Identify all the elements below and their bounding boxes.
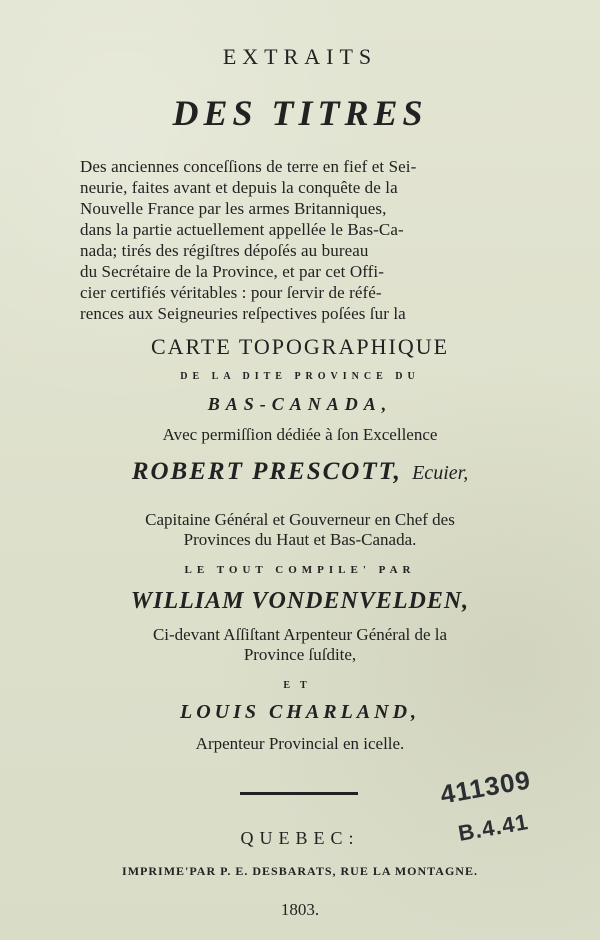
intro-line: cier certifiés véritables : pour ſervir de réfé- xyxy=(80,283,382,302)
permission-line: Avec permiſſion dédiée à ſon Excellence xyxy=(162,425,438,444)
robert-name: ROBERT PRESCOTT, xyxy=(131,458,402,485)
captain-line-2: Provinces du Haut et Bas-Canada. xyxy=(183,530,417,549)
et-line: ET xyxy=(283,680,317,691)
handwritten-note-2: B.4.41 xyxy=(456,809,531,846)
title-line-1: EXTRAITS xyxy=(222,44,378,69)
carte-topographique: CARTE TOPOGRAPHIQUE xyxy=(150,334,450,359)
intro-line: Des anciennes conceſſions de terre en fief et Sei- xyxy=(80,157,417,176)
handwritten-note-1: 411309 xyxy=(438,764,534,810)
assistant-line-2: Province ſuſdite, xyxy=(243,645,357,664)
title-line-2: DES TITRES xyxy=(172,93,428,133)
city-line: QUEBEC: xyxy=(240,828,360,848)
bas-canada: BAS-CANADA, xyxy=(207,394,393,414)
arpenteur-line: Arpenteur Provincial en icelle. xyxy=(195,734,405,753)
year-line: 1803. xyxy=(280,900,320,919)
divider-rule xyxy=(240,792,358,795)
compiled-line: LE TOUT COMPILE' PAR xyxy=(184,564,416,576)
robert-title: Ecuier, xyxy=(412,462,469,484)
intro-line: nada; tirés des régiſtres dépoſés au bureau xyxy=(80,241,369,260)
intro-line: rences aux Seigneuries reſpectives poſées ſur la xyxy=(80,304,406,323)
printer-line: IMPRIME'PAR P. E. DESBARATS, RUE LA MONTAGNE. xyxy=(122,864,478,878)
intro-line: Nouvelle France par les armes Britanniques, xyxy=(80,199,387,218)
assistant-line-1: Ci-devant Aſſiſtant Arpenteur Général de la xyxy=(152,625,448,644)
province-line: DE LA DITE PROVINCE DU xyxy=(180,371,420,382)
robert-prescott-line xyxy=(0,458,600,486)
louis-line: LOUIS CHARLAND, xyxy=(179,701,421,723)
intro-line: du Secrétaire de la Province, et par cet Offi- xyxy=(80,262,385,281)
intro-line: dans la partie actuellement appellée le Bas-Ca- xyxy=(80,220,404,239)
intro-line: neurie, faites avant et depuis la conquête de la xyxy=(80,178,398,197)
captain-line-1: Capitaine Général et Gouverneur en Chef des xyxy=(145,510,455,529)
intro-text-block xyxy=(80,156,540,324)
william-line: WILLIAM VONDENVELDEN, xyxy=(130,588,470,614)
